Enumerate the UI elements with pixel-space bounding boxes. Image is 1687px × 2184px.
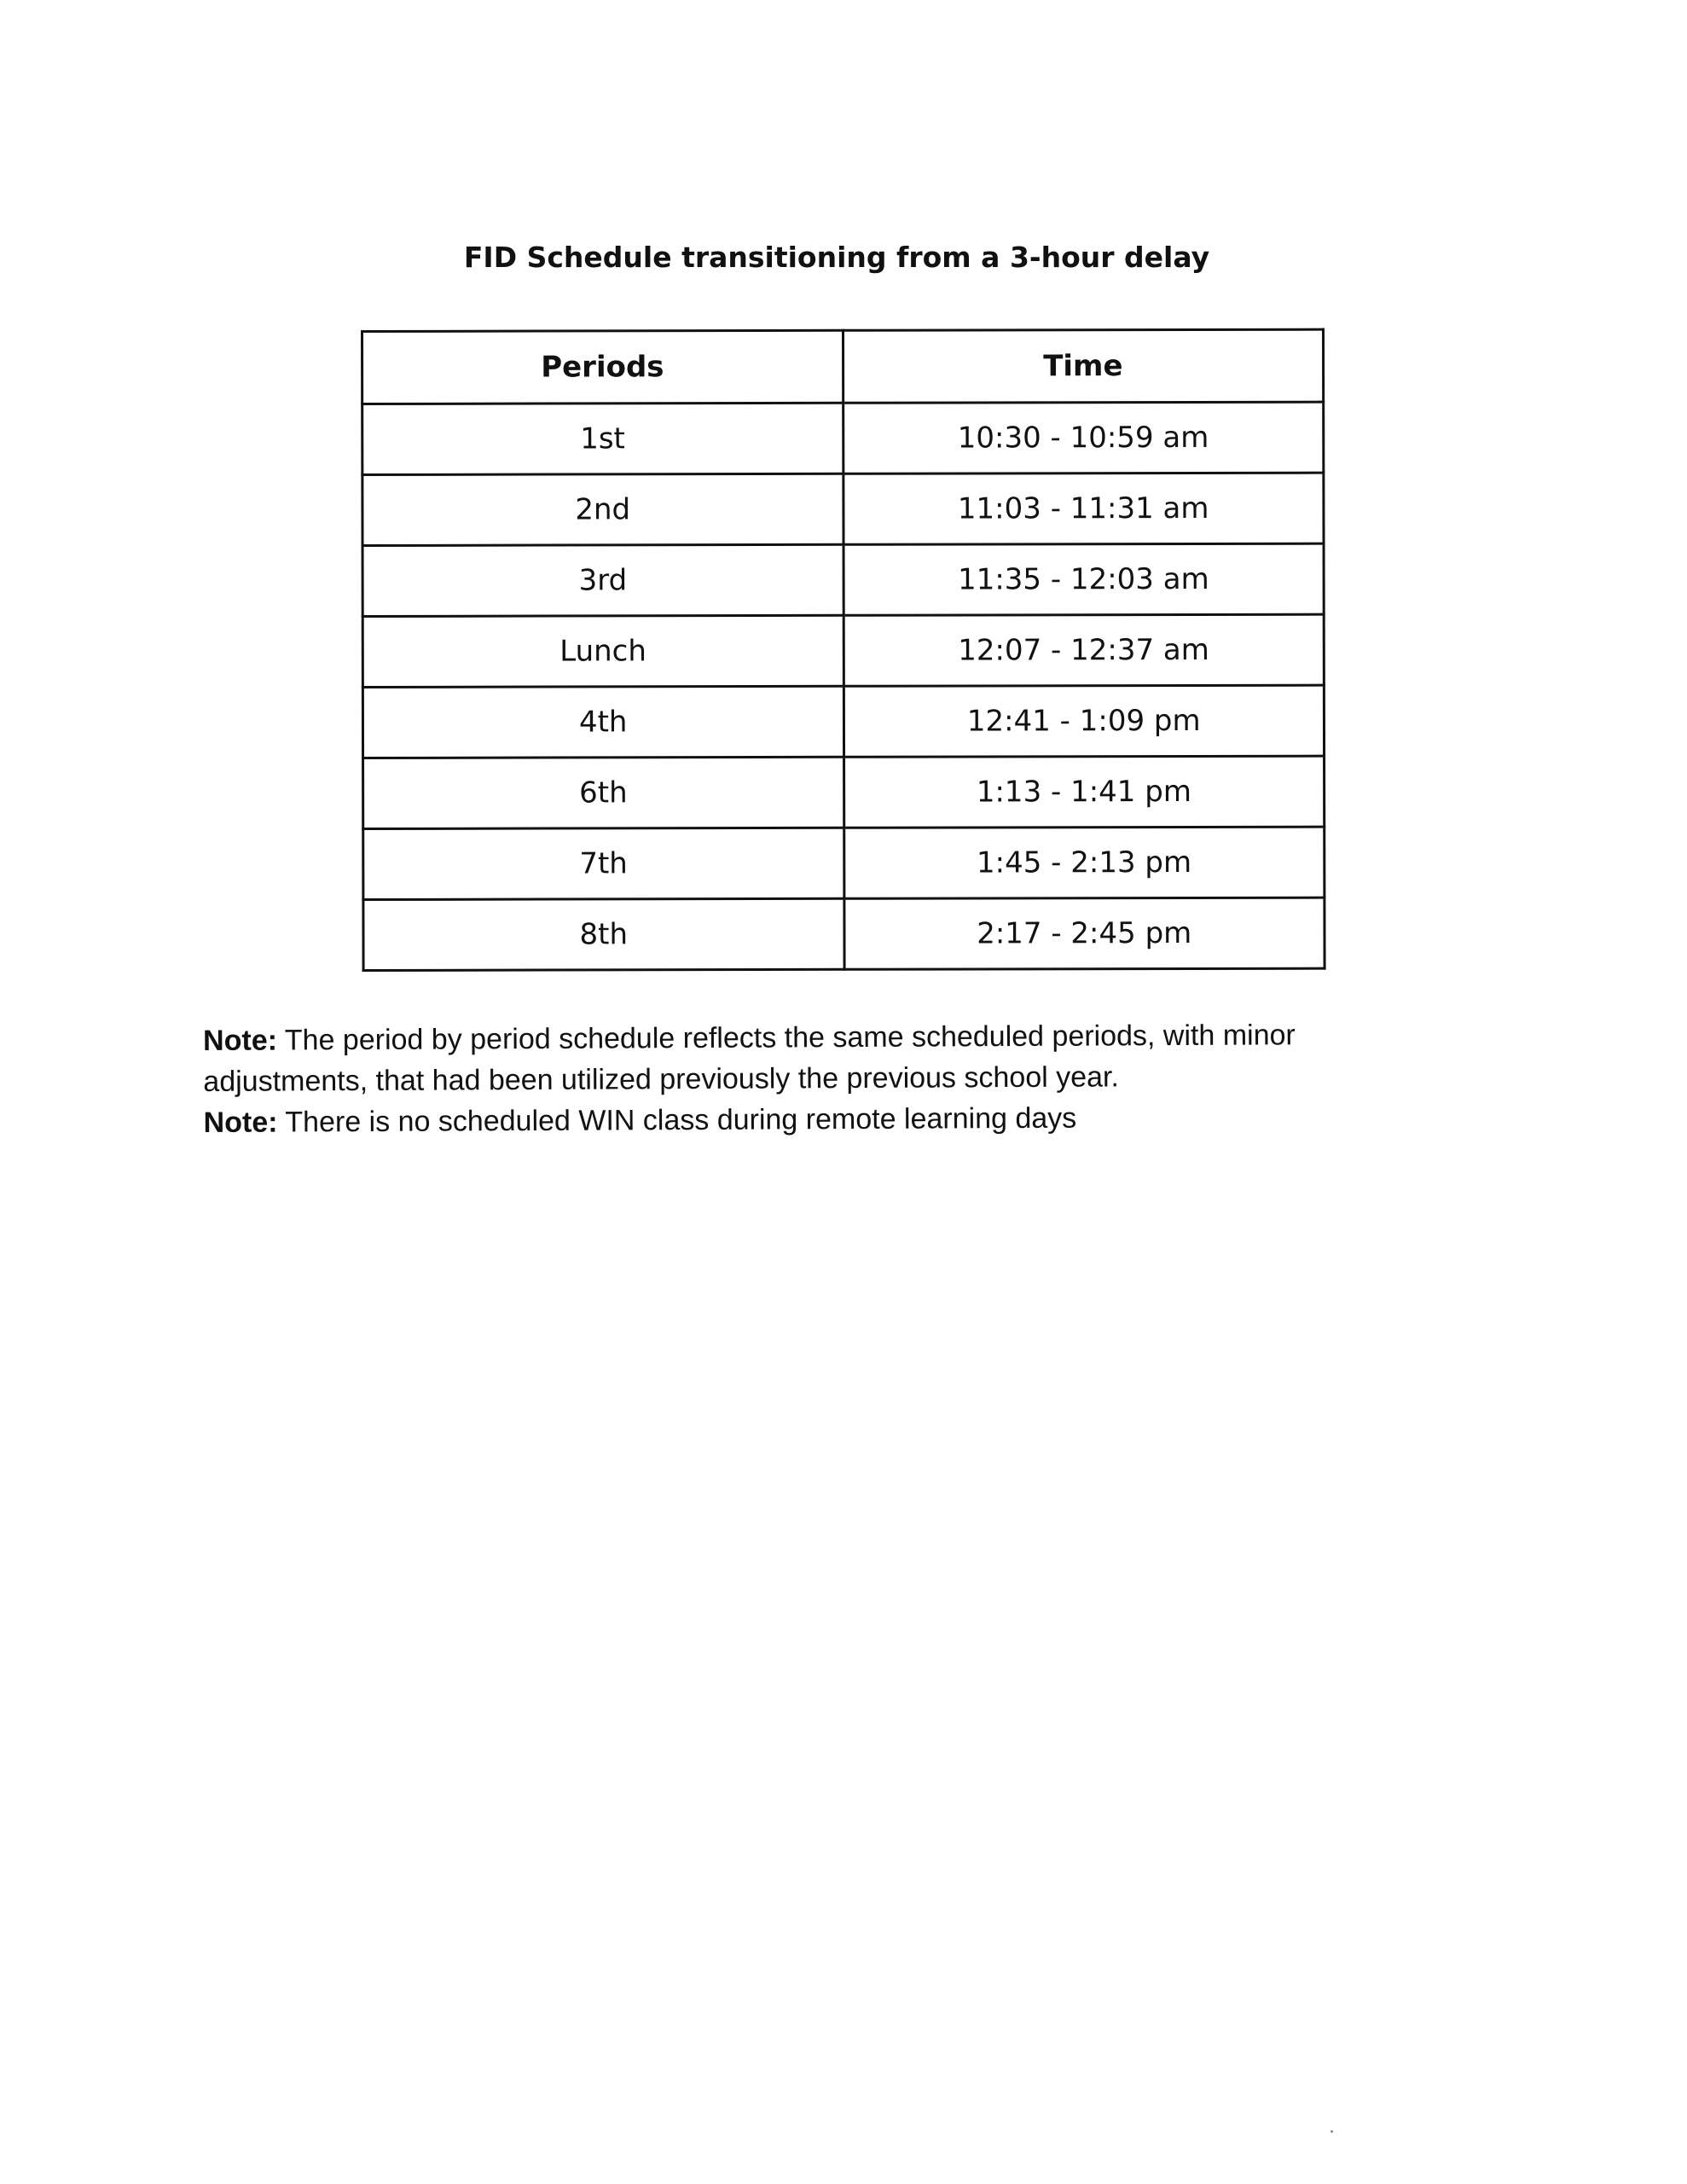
period-cell: 1st [362, 403, 844, 474]
table-row [362, 473, 1324, 545]
time-cell: 12:41 - 1:09 pm [844, 685, 1325, 757]
table-row [363, 756, 1325, 828]
table-row [362, 402, 1324, 474]
time-cell: 10:30 - 10:59 am [843, 402, 1324, 473]
period-cell: 2nd [362, 473, 844, 545]
table-row [362, 614, 1324, 687]
schedule-table [361, 328, 1326, 972]
note-paragraph [204, 1096, 1415, 1143]
period-cell: 4th [362, 686, 844, 758]
time-cell: 11:35 - 12:03 am [844, 543, 1325, 615]
document-title: FID Schedule transitioning from a 3-hour delay [463, 241, 1210, 274]
period-cell: Lunch [362, 615, 844, 687]
column-header-periods: Periods [362, 330, 844, 404]
scan-speck [1330, 2130, 1333, 2133]
time-cell: 2:17 - 2:45 pm [844, 897, 1325, 969]
period-cell: 6th [363, 757, 844, 828]
period-cell: 3rd [362, 544, 844, 616]
time-cell: 12:07 - 12:37 am [844, 614, 1325, 686]
note-label: Note: [203, 1106, 278, 1139]
time-cell: 1:45 - 2:13 pm [844, 827, 1325, 898]
column-header-time: Time [843, 329, 1324, 403]
note-label: Note: [203, 1024, 278, 1057]
table-row [363, 897, 1325, 970]
note-paragraph [203, 1014, 1414, 1102]
note-text: There is no scheduled WIN class during remote learning days [277, 1101, 1077, 1139]
period-cell: 7th [363, 828, 844, 899]
table-row [362, 685, 1324, 758]
time-cell: 1:13 - 1:41 pm [844, 756, 1325, 828]
notes-section [203, 1014, 1415, 1143]
note-text: The period by period schedule reflects the same scheduled periods, with minor adjustments, that had been utilized previously the previous school year. [203, 1019, 1296, 1098]
period-cell: 8th [363, 898, 844, 970]
table-row [362, 543, 1324, 616]
time-cell: 11:03 - 11:31 am [843, 473, 1324, 544]
table-row [363, 827, 1325, 899]
table-header-row [362, 329, 1324, 404]
